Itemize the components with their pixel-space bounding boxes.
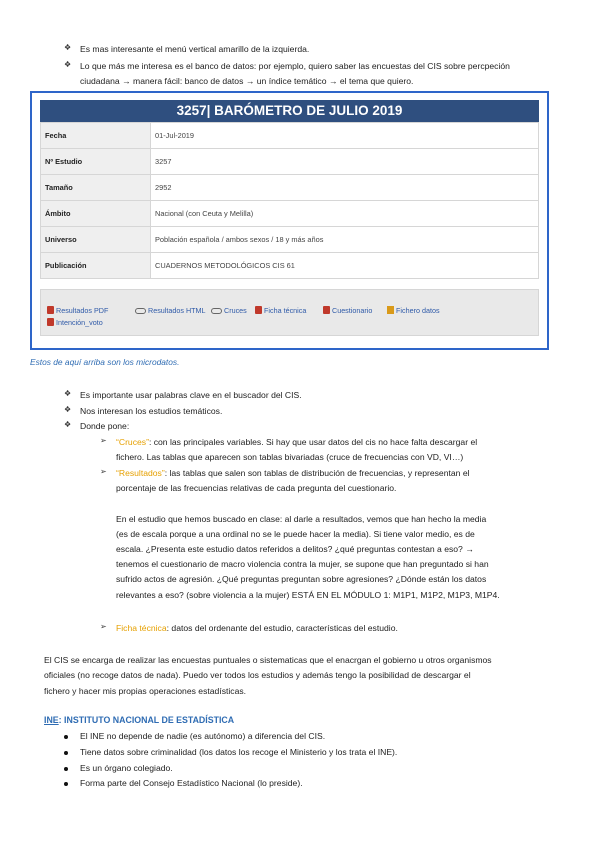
bullet-dot-icon <box>64 782 68 786</box>
para-line: tenemos el cuestionario de macro violencia contra la mujer, se supone que han preguntado si han <box>116 559 489 569</box>
table-row <box>41 253 539 279</box>
diamond-bullet-icon: ❖ <box>64 420 72 429</box>
bullet-text: Donde pone: <box>80 421 130 431</box>
row-label: Fecha <box>41 123 151 149</box>
folder-icon <box>387 306 394 314</box>
table-row <box>41 201 539 227</box>
bullet-text: Es mas interesante el menú vertical amarillo de la izquierda. <box>80 44 310 54</box>
row-value: 2952 <box>151 175 539 201</box>
table-row <box>41 227 539 253</box>
pdf-icon <box>255 306 262 314</box>
link-resultados-html[interactable]: Resultados HTML <box>135 306 206 315</box>
sub-item-cont: porcentaje de las frecuencias relativas de cada pregunta del cuestionario. <box>116 483 397 493</box>
sub-item-resultados: “Resultados”: las tablas que salen son tablas de distribución de frecuencias, y representan el <box>116 468 470 478</box>
row-label: Tamaño <box>41 175 151 201</box>
sub-item-ficha: Ficha técnica: datos del ordenante del estudio, características del estudio. <box>116 623 398 633</box>
caption: Estos de aquí arriba son los microdatos. <box>30 357 180 367</box>
link-chain-icon <box>211 308 222 314</box>
row-value: Nacional (con Ceuta y Melilla) <box>151 201 539 227</box>
sub-item-cont: fichero. Las tablas que aparecen son tablas bivariadas (cruce de frecuencias con VD, VI…) <box>116 452 464 462</box>
study-screenshot <box>30 91 549 350</box>
arrow-bullet-icon: ➢ <box>100 622 107 631</box>
pdf-icon <box>323 306 330 314</box>
para-line: En el estudio que hemos buscado en clase: al darle a resultados, vemos que han hecho la media <box>116 514 487 524</box>
link-chain-icon <box>135 308 146 314</box>
ine-bullet: Forma parte del Consejo Estadístico Nacional (lo preside). <box>80 778 303 788</box>
pdf-icon <box>47 306 54 314</box>
row-value: 01-Jul-2019 <box>151 123 539 149</box>
arrow-bullet-icon: ➢ <box>100 467 107 476</box>
table-row <box>41 149 539 175</box>
link-cruces[interactable]: Cruces <box>211 306 247 315</box>
diamond-bullet-icon: ❖ <box>64 43 72 52</box>
downloads-box <box>40 289 539 336</box>
para-line: escala. ¿Presenta este estudio datos referidos a delitos? ¿qué preguntas contestan a eso? → <box>116 544 474 554</box>
link-resultados-pdf[interactable]: Resultados PDF <box>47 306 108 315</box>
link-cuestionario[interactable]: Cuestionario <box>323 306 372 315</box>
bullet-dot-icon <box>64 751 68 755</box>
term-cruces: “Cruces” <box>116 437 149 447</box>
ine-abbr: INE <box>44 715 59 725</box>
link-intencion-voto[interactable]: Intención_voto <box>47 318 103 327</box>
row-value: Población española / ambos sexos / 18 y más años <box>151 227 539 253</box>
bullet-text: Lo que más me interesa es el banco de datos: por ejemplo, quiero saber las encuestas del CIS sobre percpeción <box>80 61 510 71</box>
table-row <box>41 123 539 149</box>
bullet-text: Nos interesan los estudios temáticos. <box>80 406 223 416</box>
pdf-icon <box>47 318 54 326</box>
link-fichero-datos[interactable]: Fichero datos <box>387 306 440 315</box>
term-ficha: Ficha técnica <box>116 623 167 633</box>
term-resultados: “Resultados” <box>116 468 165 478</box>
ine-bullet: El INE no depende de nadie (es autónomo) a diferencia del CIS. <box>80 731 326 741</box>
bullet-dot-icon <box>64 735 68 739</box>
row-label: Universo <box>41 227 151 253</box>
arrow-bullet-icon: ➢ <box>100 436 107 445</box>
ine-bullet: Tiene datos sobre criminalidad (los datos los recoge el Ministerio y los trata el INE). <box>80 747 398 757</box>
link-ficha-tecnica[interactable]: Ficha técnica <box>255 306 306 315</box>
bullet-text-cont: ciudadana → manera fácil: banco de datos → un índice temático → el tema que quiero. <box>80 76 414 86</box>
cis-para-line: oficiales (no recoge datos de nada). Puedo ver todos los estudios y además tengo la posibilidad de descargar el <box>44 670 471 680</box>
para-line: sufrido actos de agresión. ¿Qué preguntas preguntan sobre agresiones? ¿Dónde están los datos <box>116 574 487 584</box>
study-title: 3257| BARÓMETRO DE JULIO 2019 <box>40 100 539 122</box>
row-value: CUADERNOS METODOLÓGICOS CIS 61 <box>151 253 539 279</box>
diamond-bullet-icon: ❖ <box>64 60 72 69</box>
study-table <box>40 122 539 279</box>
cis-para-line: El CIS se encarga de realizar las encuestas puntuales o sistematicas que el enacrgan el gobierno u otros organismos <box>44 655 492 665</box>
cis-para-line: fichero y hacer mis propias operaciones estadísticas. <box>44 686 247 696</box>
ine-heading: INE: INSTITUTO NACIONAL DE ESTADÍSTICA <box>44 715 235 725</box>
row-label: Nº Estudio <box>41 149 151 175</box>
row-label: Publicación <box>41 253 151 279</box>
table-row <box>41 175 539 201</box>
para-line: relevantes a eso? (sobre violencia a la mujer) ESTÁ EN EL MÓDULO 1: M1P1, M1P2, M1P3, M1P4. <box>116 590 500 600</box>
diamond-bullet-icon: ❖ <box>64 405 72 414</box>
bullet-dot-icon <box>64 767 68 771</box>
row-label: Ámbito <box>41 201 151 227</box>
bullet-text: Es importante usar palabras clave en el buscador del CIS. <box>80 390 302 400</box>
study-number-link[interactable]: 3257 <box>151 149 539 175</box>
ine-bullet: Es un órgano colegiado. <box>80 763 173 773</box>
para-line: (es de escala porque a una ordinal no se le puede hacer la media). Si tiene valor medio, es de <box>116 529 475 539</box>
sub-item-cruces: “Cruces”: con las principales variables. Si hay que usar datos del cis no hace falta descargar el <box>116 437 478 447</box>
diamond-bullet-icon: ❖ <box>64 389 72 398</box>
